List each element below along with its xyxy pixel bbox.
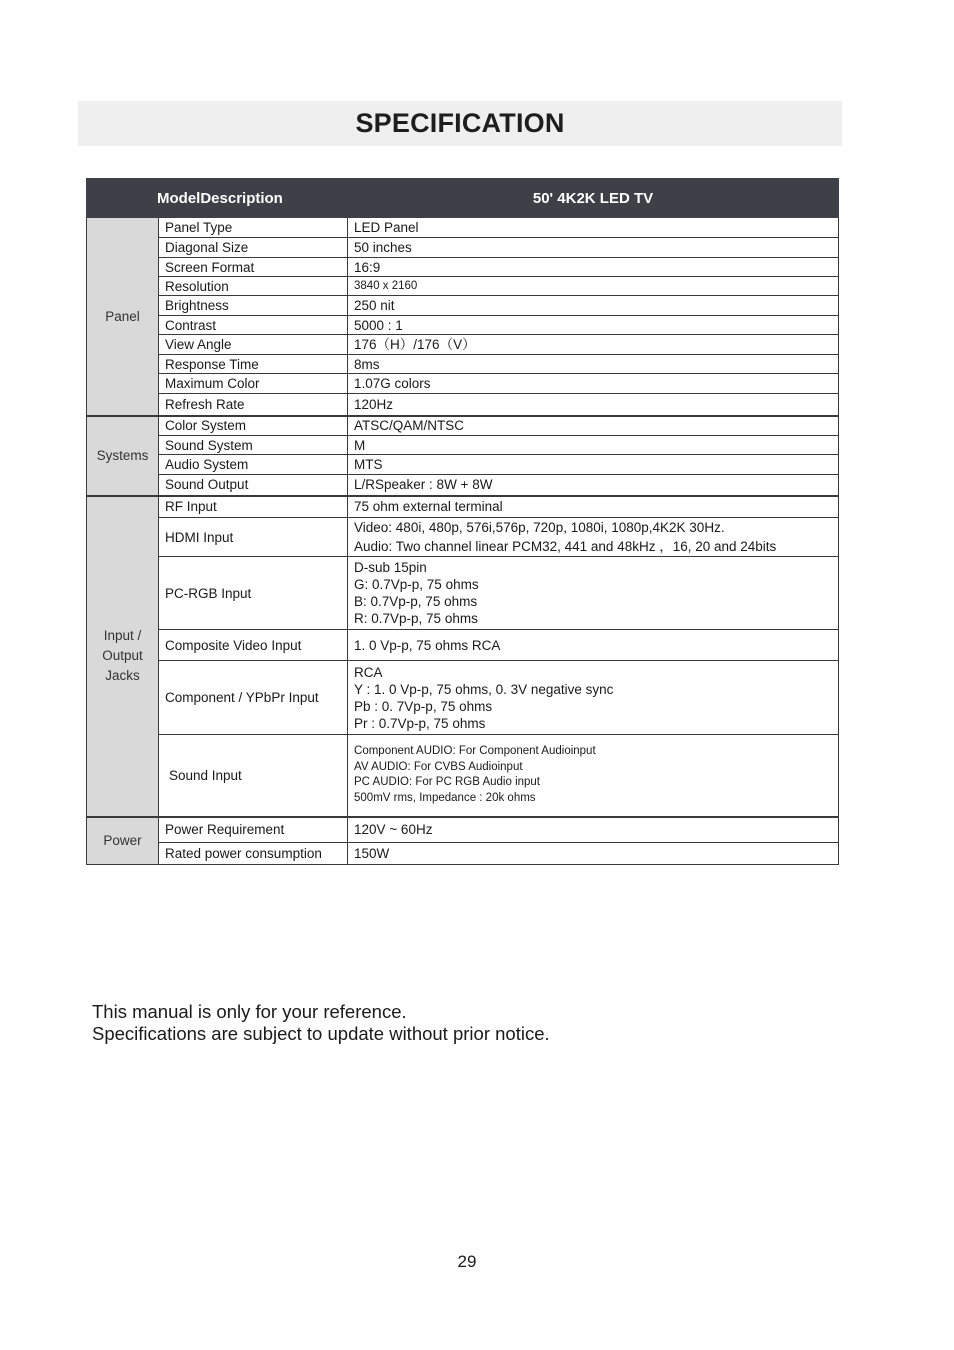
row-value: 150W [348,843,839,865]
page-number: 29 [457,1252,477,1271]
row-label: PC-RGB Input [159,557,348,630]
table-row [87,735,839,817]
table-row [87,258,839,277]
notice-line: Specifications are subject to update without prior notice. [92,1023,550,1044]
table-row [87,475,839,496]
table-row [87,316,839,335]
row-label: View Angle [159,335,348,355]
table-row [87,277,839,296]
table-row [87,630,839,661]
table-row [87,496,839,518]
header-model-label: ModelDescription [87,179,348,218]
row-value [348,661,839,735]
notice-line: This manual is only for your reference. [92,1001,407,1022]
row-label: Panel Type [159,218,348,238]
row-label: HDMI Input [159,518,348,557]
table-row [87,436,839,455]
group-systems: Systems [87,416,159,496]
row-value: M [348,436,839,455]
row-label: RF Input [159,496,348,518]
row-value: 1.07G colors [348,374,839,394]
value-line: 500mV rms, Impedance : 20k ohms [354,791,536,804]
group-io-line: Input / [103,628,142,643]
row-label: Rated power consumption [159,843,348,865]
row-label: Color System [159,416,348,436]
row-label: Composite Video Input [159,630,348,661]
reference-notice [92,1001,550,1045]
row-label: Sound Output [159,475,348,496]
row-value: 75 ohm external terminal [348,496,839,518]
row-value: 120V ~ 60Hz [348,817,839,843]
value-line: Audio: Two channel linear PCM32, 441 and 48kHz ，16, 20 and 24bits [354,539,777,554]
row-value [348,518,839,557]
table-row [87,557,839,630]
row-label: Power Requirement [159,817,348,843]
row-label: Sound System [159,436,348,455]
row-value: 5000 : 1 [348,316,839,335]
value-line: Y : 1. 0 Vp-p, 75 ohms, 0. 3V negative sync [354,681,614,697]
value-line: Component AUDIO: For Component Audioinput [354,745,596,758]
table-row [87,296,839,316]
row-value [348,557,839,630]
row-value: 3840 x 2160 [348,277,839,296]
row-label: Component / YPbPr Input [159,661,348,735]
value-line: B: 0.7Vp-p, 75 ohms [354,594,478,609]
value-line: Pb : 0. 7Vp-p, 75 ohms [354,698,493,714]
row-label: Resolution [159,277,348,296]
row-label: Sound Input [159,735,348,817]
group-panel: Panel [87,218,159,416]
table-row [87,518,839,557]
row-value: L/RSpeaker : 8W + 8W [348,475,839,496]
table-row [87,817,839,843]
row-label: Screen Format [159,258,348,277]
group-io-line: Output [102,648,143,663]
row-value: ATSC/QAM/NTSC [348,416,839,436]
title-bar [78,101,842,146]
row-label: Contrast [159,316,348,335]
row-label: Refresh Rate [159,394,348,416]
table-row [87,661,839,735]
header-model-value: 50' 4K2K LED TV [348,179,839,218]
table-row [87,335,839,355]
table-row [87,394,839,416]
row-label: Audio System [159,455,348,475]
row-label: Maximum Color [159,374,348,394]
table-row [87,355,839,374]
row-value: 176（H）/176（V） [348,335,839,355]
row-value [348,735,839,817]
value-line: Video: 480i, 480p, 576i,576p, 720p, 1080i, 1080p,4K2K 30Hz. [354,520,725,535]
group-power: Power [87,817,159,865]
row-value: 50 inches [348,238,839,258]
row-value: LED Panel [348,218,839,238]
table-row [87,218,839,238]
row-value: 250 nit [348,296,839,316]
table-header-row [87,179,839,218]
value-line: G: 0.7Vp-p, 75 ohms [354,577,479,592]
row-label: Response Time [159,355,348,374]
value-line: Pr : 0.7Vp-p, 75 ohms [354,715,486,731]
table-row [87,416,839,436]
row-value: 8ms [348,355,839,374]
row-label: Diagonal Size [159,238,348,258]
table-row [87,455,839,475]
value-line: D-sub 15pin [354,560,427,575]
page-title: SPECIFICATION [355,108,565,138]
table-row [87,374,839,394]
table-row [87,238,839,258]
value-line: PC AUDIO: For PC RGB Audio input [354,776,541,789]
row-value: 120Hz [348,394,839,416]
group-input-output-jacks [87,496,159,817]
table-row [87,843,839,865]
specification-table [86,178,839,865]
value-line: RCA [354,664,383,680]
value-line: AV AUDIO: For CVBS Audioinput [354,760,523,773]
row-value: 1. 0 Vp-p, 75 ohms RCA [348,630,839,661]
value-line: R: 0.7Vp-p, 75 ohms [354,611,478,626]
row-label: Brightness [159,296,348,316]
row-value: MTS [348,455,839,475]
row-value: 16:9 [348,258,839,277]
group-io-line: Jacks [105,668,140,683]
